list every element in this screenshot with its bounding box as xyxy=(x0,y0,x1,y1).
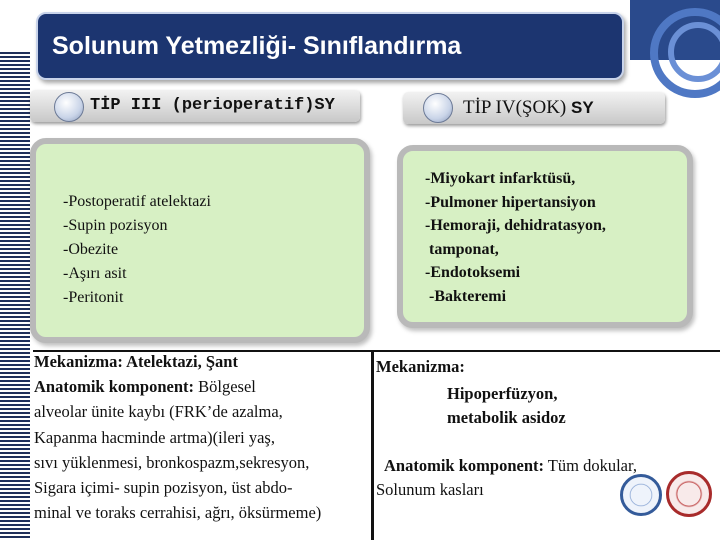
list-item: -Obezite xyxy=(63,241,119,258)
type-four-causes-list xyxy=(425,167,606,308)
list-item: -Aşırı asit xyxy=(63,265,127,282)
corner-decoration xyxy=(630,0,720,60)
decorative-stripes xyxy=(0,52,30,540)
list-item: -Miyokart infarktüsü, xyxy=(425,170,576,187)
list-item: tamponat, xyxy=(425,240,499,258)
list-item: -Postoperatif atelektazi xyxy=(63,193,211,210)
list-item: -Peritonit xyxy=(63,289,124,306)
list-item: -Bakteremi xyxy=(425,287,507,305)
bullet-circle-icon xyxy=(423,93,453,123)
mechanism-right-frame xyxy=(372,350,720,540)
list-item: -Supin pozisyon xyxy=(63,217,168,234)
list-item: -Hemoraji, dehidratasyon, xyxy=(425,217,606,234)
list-item: -Pulmoner hipertansiyon xyxy=(425,193,596,211)
type-four-causes-box xyxy=(397,145,693,328)
slide-title: Solunum Yetmezliği- Sınıflandırma xyxy=(52,32,462,60)
type-four-header xyxy=(403,92,665,124)
university-seal-icon xyxy=(620,474,662,516)
bullet-circle-icon xyxy=(54,92,84,122)
type-three-label: TİP III (perioperatif)SY xyxy=(90,96,335,115)
list-item: -Endotoksemi xyxy=(425,264,521,281)
type-four-label: TİP IV(ŞOK) SY xyxy=(463,97,594,118)
faculty-seal-icon xyxy=(666,471,712,517)
type-three-causes-list xyxy=(63,190,211,310)
type-three-header xyxy=(30,90,360,122)
type-three-causes-box xyxy=(30,138,370,343)
title-banner xyxy=(36,12,624,80)
mechanism-left-text: Mekanizma: Atelektazi, Şant Anatomik komponent: Bölgesel alveolar ünite kaybı (FRK’de azalma, Kapanma hacminde artma)(ileri yaş, sıvı yüklenmesi, bronkospazm,sekresyon, Sigara içimi- supin pozisyon, üst abdo- minal ve toraks cerrahisi, ağrı, öksürmeme) xyxy=(34,352,322,523)
